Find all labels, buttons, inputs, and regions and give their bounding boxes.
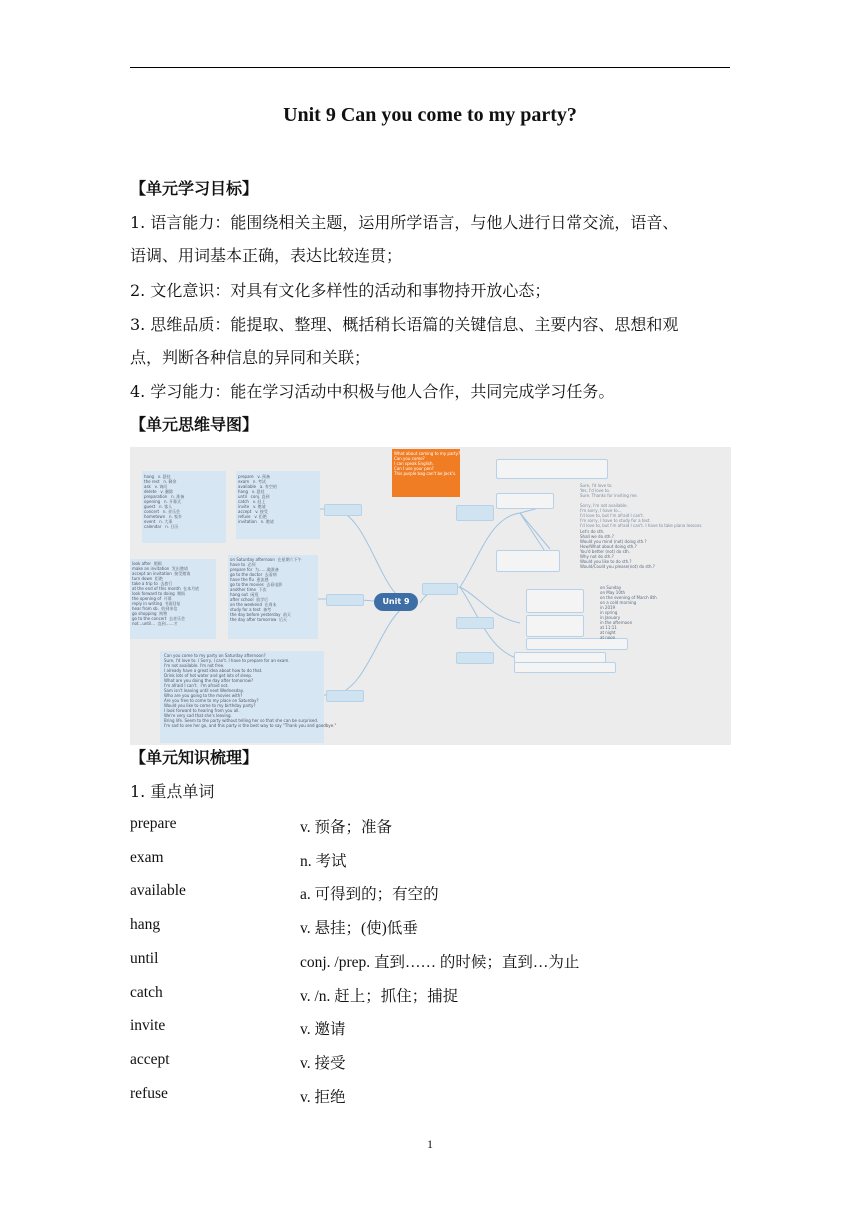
page-title: Unit 9 Can you come to my party? <box>283 104 577 126</box>
vocab-meaning: v. 接受 <box>300 1055 346 1072</box>
vocab-meaning: v. 预备；准备 <box>300 819 392 836</box>
center-node: Unit 9 <box>374 593 418 611</box>
suggestion-text: Let's do sth. Shall we do sth.? Would you mind (not) doing sth.? How/What about doing sth.? You'd better (not) do sth. Why not do sth.? Would you like to do sth.? Would/Could you please(not) do sth.? <box>580 529 655 569</box>
vocab-box-text: hang v. 悬挂 the rest n. 剩余 ask v. 询问 delete v. 删除 preparation n. 准备 opening n. 开幕式 guest n. 客人 concert n. 音乐会 hometown n. 家乡 event n. 大事 calendar n. 日历 <box>144 474 185 529</box>
vocab-word: invite <box>130 1017 166 1034</box>
note-box <box>496 459 608 479</box>
goal-line: 2. 文化意识：对具有文化多样性的活动和事物持开放心态； <box>130 281 551 300</box>
note-box <box>514 662 616 673</box>
goal-line: 语调、用词基本正确，表达比较连贯； <box>130 246 403 265</box>
branch-node <box>326 594 364 606</box>
branch-node <box>326 690 364 702</box>
vocab-box-text: prepare v. 预备 exam n. 考试 available a. 有空的 hang v. 悬挂 until conj. 直到 catch v. 赶上 invite v. 邀请 accept v. 接受 refuse v. 拒绝 invitation n. 邀请 <box>238 474 277 524</box>
knowledge-heading: 【单元知识梳理】 <box>130 748 259 767</box>
branch-node <box>324 504 362 516</box>
note-box <box>526 589 584 613</box>
vocab-word: accept <box>130 1051 170 1068</box>
vocab-word: available <box>130 882 186 899</box>
vocab-meaning: a. 可得到的；有空的 <box>300 886 439 903</box>
vocab-meaning: n. 考试 <box>300 853 347 870</box>
header-rule <box>130 67 730 68</box>
grammar-node <box>456 652 494 664</box>
goal-line: 3. 思维品质：能提取、整理、概括稍长语篇的关键信息、主要内容、思想和观 <box>130 315 679 334</box>
grammar-note-text: What about coming to my party? Can you come? I can speak English. Can I use your pen? This purple bag can't be Jack's. <box>394 451 461 476</box>
note-box <box>526 615 584 637</box>
vocab-meaning: v. /n. 赶上；抓住；捕捉 <box>300 988 459 1005</box>
goal-line: 点，判断各种信息的异同和关联； <box>130 348 371 367</box>
vocab-word: catch <box>130 984 163 1001</box>
grammar-node <box>456 617 494 629</box>
goals-heading: 【单元学习目标】 <box>130 179 259 198</box>
vocab-meaning: v. 邀请 <box>300 1021 346 1038</box>
vocab-meaning: conj. /prep. 直到…… 的时候；直到…为止 <box>300 954 580 971</box>
page-number: 1 <box>427 1137 433 1151</box>
vocab-meaning: v. 拒绝 <box>300 1089 346 1106</box>
phrase-box-text: on Saturday afternoon 在星期六下午 have to 必须 prepare for 为……做准备 go to the doctor 去看病 have the flu 患流感 go to the movies 去看电影 another time 下次 hang out 闲逛 after school 放学后 on the weekend 在周末 study for a test 备考 the day before yesterday 前天 the day after tomorrow 后天 <box>230 557 302 622</box>
mind-map-image <box>130 447 731 745</box>
vocab-word: refuse <box>130 1085 168 1102</box>
vocab-subheading: 1. 重点单词 <box>130 782 215 801</box>
vocab-word: prepare <box>130 815 177 832</box>
vocab-meaning: v. 悬挂；(使)低垂 <box>300 920 418 937</box>
sentence-box-text: Can you come to my party on Saturday afternoon? Sure, I'd love to. / Sorry, I can't. I have to prepare for an exam. I'm not available. I'm not free. I already have a great idea about how to do that. Drink lots of hot water and get lots of sleep. What are you doing the day after tomorrow? I'm afraid I can't. I'm afraid not. Sam isn't leaving until next Wednesday. Who are you going to the movies with? Are you free to come to my place on Saturday? Would you like to come to my birthday party? I look forward to hearing from you all. We're very sad that she's leaving. Bring life. Seem to the party without telling her so that she can be surprised. I'm sad to see her go, and this party is the best way to say "Thank you and goodbye." <box>164 653 337 728</box>
mindmap-heading: 【单元思维导图】 <box>130 415 259 434</box>
vocab-word: hang <box>130 916 161 933</box>
goal-line: 1. 语言能力：能围绕相关主题，运用所学语言，与他人进行日常交流，语音、 <box>130 213 679 232</box>
grammar-node <box>456 505 494 521</box>
preposition-text: on Sunday on May 10th on the evening of March 8th on a cold morning in 2019 in spring in January in the afternoon at 11:11 at night at noon <box>600 585 657 640</box>
note-box <box>496 550 560 572</box>
vocab-word: until <box>130 950 159 967</box>
branch-node <box>422 583 458 595</box>
phrase-box-text: look after 照顾 make an invitation 发出邀请 accept an invitation 接受邀请 turn down 拒绝 take a trip to 去旅行 at the end of this month 在本月底 look forward to doing 期盼 the opening of 开幕 reply in writing 书面回复 hear from sb. 收到来信 go shopping 购物 go to the concert 去音乐会 not...until... 直到……才 <box>132 561 200 626</box>
goal-line: 4. 学习能力：能在学习活动中积极与他人合作，共同完成学习任务。 <box>130 382 615 401</box>
response-text: Sure, I'd love to. Yes, I'd love to. Sure. Thanks for inviting me. Sorry, I'm not available. I'm sorry, I have to... I'd love to, but I'm afraid I can't. I'm sorry, I have to study for a test. I'd love to, but I'm afraid I can't. I have to take piano lessons. <box>580 483 703 528</box>
vocab-word: exam <box>130 849 164 866</box>
note-box <box>496 493 554 509</box>
